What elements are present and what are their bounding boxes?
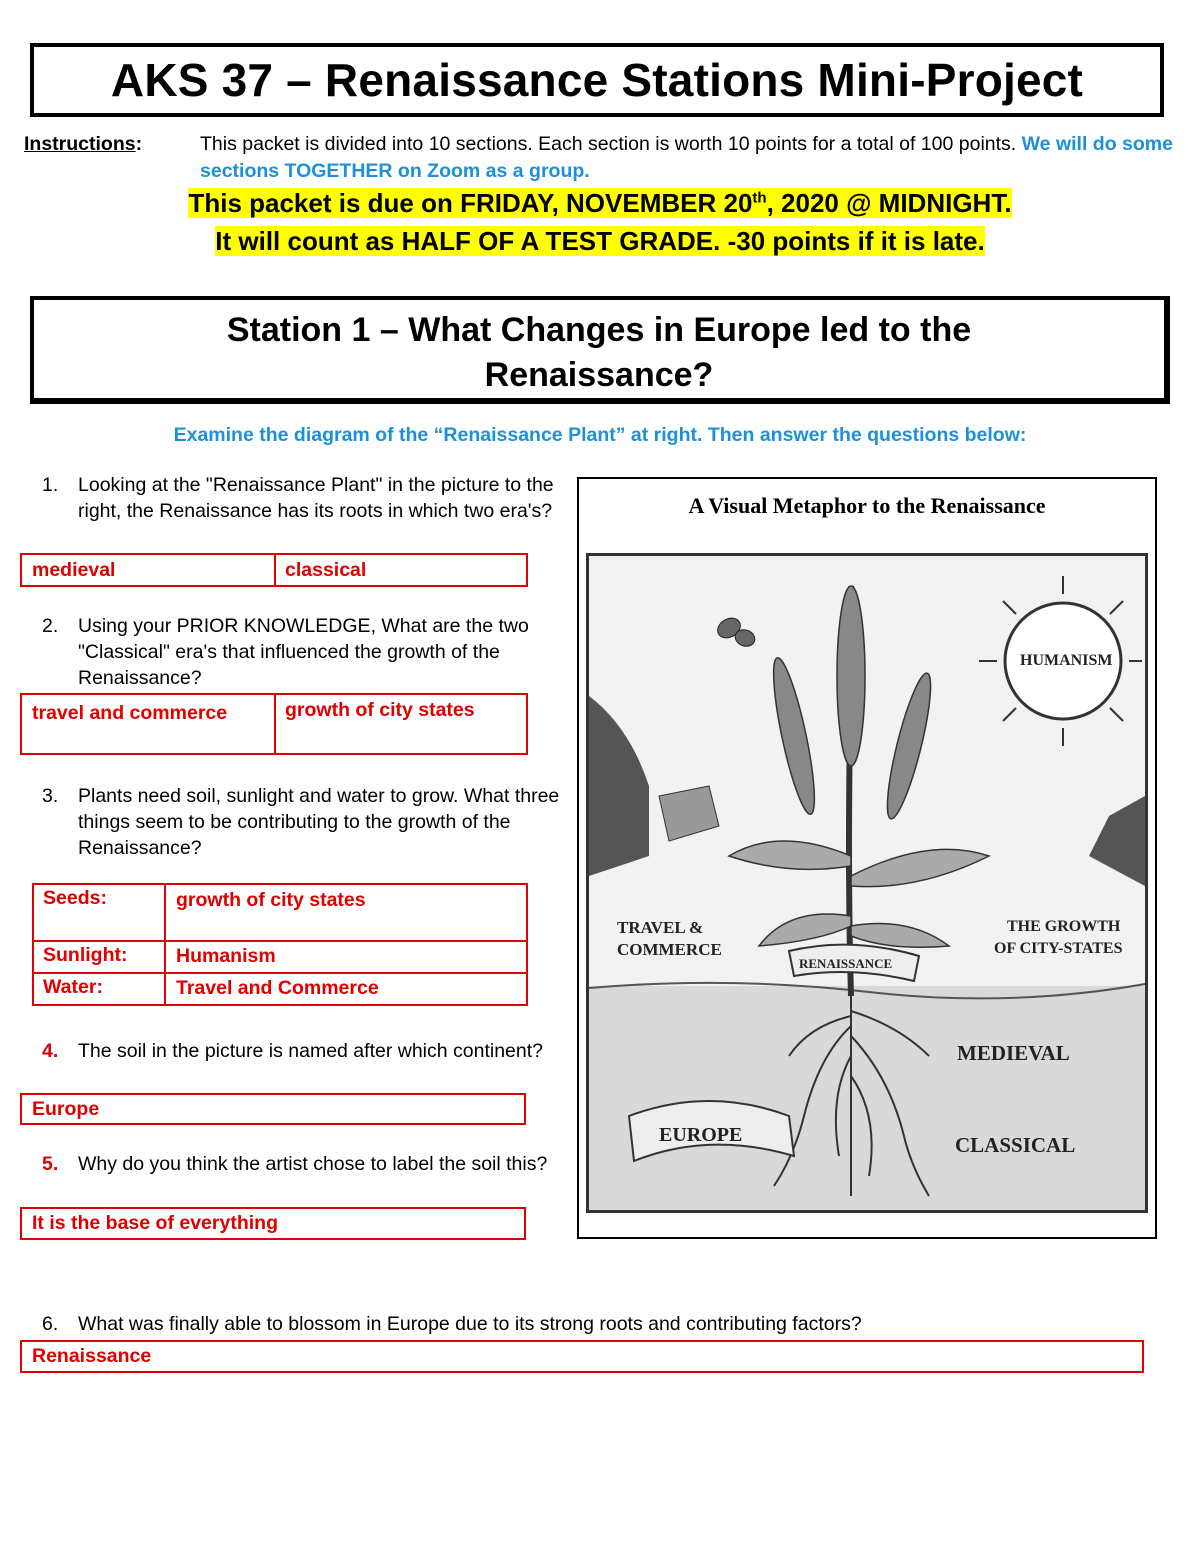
answer-box-4[interactable] [20,1093,526,1125]
station-heading: Station 1 – What Changes in Europe led to the Renaissance? [30,296,1170,404]
butterfly-icon [714,614,757,649]
table-row[interactable]: Sunlight: Humanism [34,940,526,974]
instructions-label: Instructions [24,133,136,155]
examine-instruction: Examine the diagram of the “Renaissance Plant” at right. Then answer the questions below: [173,424,1027,446]
question-3: 3. Plants need soil, sunlight and water to grow. What three things seem to be contributing to the growth of the Renaissance? [42,785,560,859]
answer-box-6[interactable] [20,1340,1144,1373]
label-humanism: HUMANISM [1020,652,1113,669]
right-robed-figure [1089,796,1145,886]
answer-box-1[interactable] [20,553,528,587]
instructions: Instructions: This packet is divided into 10 sections. Each section is worth 10 points for a total of 100 points. We will do some sections TOGETHER on Zoom as a group. [24,133,1173,182]
instructions-text: This packet is divided into 10 sections. Each section is worth 10 points for a total of 100 points. [200,133,1017,155]
answer-5: It is the base of everything [32,1212,278,1234]
label-commerce: COMMERCE [617,940,722,959]
answer-box-5[interactable] [20,1207,526,1240]
answer-box-2[interactable] [20,693,528,755]
figure-illustration [586,553,1148,1213]
page-title: AKS 37 – Renaissance Stations Mini-Project [110,54,1084,106]
table-row[interactable]: Seeds: growth of city states [43,887,366,911]
question-5: 5. Why do you think the artist chose to label the soil this? [42,1153,548,1175]
label-europe: EUROPE [659,1124,743,1146]
table-row[interactable]: Water: Travel and Commerce [34,972,526,1006]
grade-weight-line: It will count as HALF OF A TEST GRADE. -30 points if it is late. [215,226,985,256]
label-travel: TRAVEL & [617,918,704,937]
answer-table-3 [32,883,528,1006]
label-medieval: MEDIEVAL [957,1041,1070,1065]
label-classical: CLASSICAL [955,1133,1076,1157]
answer-2b: growth of city states [285,699,475,721]
soil-area [589,986,1145,1210]
question-1: 1. Looking at the "Renaissance Plant" in the picture to the right, the Renaissance has its roots in which two era's? [42,474,554,522]
answer-2a: travel and commerce [32,702,228,724]
figure-title: A Visual Metaphor to the Renaissance [688,493,1046,518]
answer-4: Europe [32,1098,100,1120]
question-6: 6. What was finally able to blossom in Europe due to its strong roots and contributing factors? [42,1313,862,1335]
instructions-zoom-note: We will do some sections TOGETHER on Zoom as a group. [200,133,1173,182]
watering-can-icon [659,786,719,841]
leaves [729,841,989,947]
question-4: 4. The soil in the picture is named after which continent? [42,1040,544,1062]
label-renaissance: RENAISSANCE [799,956,893,971]
answer-1a: medieval [32,559,116,581]
answer-6: Renaissance [32,1345,152,1367]
question-2: 2. Using your PRIOR KNOWLEDGE, What are the two "Classical" era's that influenced the growth of the Renaissance? [42,615,529,689]
label-city-states: OF CITY-STATES [994,940,1123,957]
due-date-line: This packet is due on FRIDAY, NOVEMBER 20th, 2020 @ MIDNIGHT. [188,188,1012,218]
answer-1b: classical [285,559,367,581]
label-growth: THE GROWTH [1007,918,1121,935]
left-robed-figure [589,696,649,876]
page-title-box [30,43,1164,117]
